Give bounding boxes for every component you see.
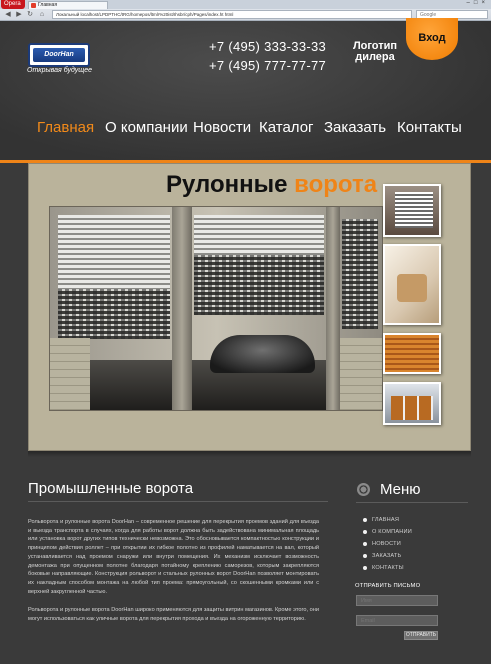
tab-bar [0,0,491,9]
banner [28,163,471,451]
address-field[interactable] [52,10,412,19]
name-field[interactable] [356,595,438,606]
content-paragraph-2: Рольворота и рулонные ворота DoorHan широко применяются для защиты витрин магазинов. Кроме этого, они могут использоваться как уличные ворота для перекрытия прохода и въезда на огороженную территорию. [28,607,319,622]
home-icon[interactable]: ⌂ [39,11,45,18]
nav-item-news[interactable]: Новости [193,119,252,136]
email-field[interactable] [356,615,438,626]
photo-pillar-2 [326,207,340,411]
content-paragraph-1: Рольворота и рулонные ворота DoorHan – современное решение для перекрытия проемов зданий для въезда и выезда транспорта в случаях, когда для работы ворот должна быть задействована минимальная площадь или установка ворот других типов технически невозможна. Это обосновывается компактностью конструкции и принципом действия роллет – при открытии их гибкое полотно из профилей наматывается на вал, который устанавливается над проемом снаружи или внутри помещения. Их механизм исключает возможность демонтажа при опущенном полотне благодаря потайному креплению саморезов, которым закрепляются боковые направляющие. Конструкция рольворот и стальных рулонных ворот DoorHan позволяет монтировать их накладным способом монтажа на любой тип проема: прямоугольный, со скошенными кромками или с верхней закругленной частью. [28,519,319,595]
photo-shutter-right-grid [342,219,378,329]
logo-text: DoorHan [33,48,85,62]
sidebar-item-contacts[interactable]: КОНТАКТЫ [372,565,404,571]
photo-shutter-center-solid [194,215,324,255]
photo-pillar-1 [172,207,192,411]
banner-thumb-garage-doors[interactable] [383,382,441,425]
nav-item-contacts[interactable]: Контакты [397,119,462,136]
send-button[interactable]: ОТПРАВИТЬ [405,632,437,638]
minimize-icon[interactable]: – [466,0,474,6]
sidebar-menu-header [356,480,468,500]
sidebar-item-about[interactable]: О КОМПАНИИ [372,529,412,535]
photo-brick-left [50,338,90,410]
phone-number-2: +7 (495) 777-77-77 [209,58,327,73]
contact-form-title: ОТПРАВИТЬ ПИСЬМО [355,583,421,589]
forward-icon[interactable]: ▶ [16,11,22,18]
maximize-icon[interactable]: □ [473,0,482,6]
sidebar-item-news[interactable]: НОВОСТИ [372,541,401,547]
window-controls[interactable] [467,0,489,6]
banner-title [166,171,377,199]
browser-tab[interactable] [28,1,108,9]
login-button[interactable]: Вход [406,18,458,60]
nav-item-order[interactable]: Заказать [324,119,387,136]
nav-item-home[interactable]: Главная [37,119,95,136]
address-text: localhost/LPDPTHC/tRG/homepos/ltmlr%20ist/Ihsbr/cph/Pages/index.ht html [80,12,234,17]
page-favicon-icon [31,3,36,8]
tab-title: Главная [38,2,58,8]
main-nav [37,119,477,139]
banner-shadow [28,451,471,457]
close-icon[interactable]: × [481,0,489,6]
sidebar-item-order[interactable]: ЗАКАЗАТЬ [372,553,402,559]
photo-shutter-center-grid [194,255,324,315]
browser-search-field[interactable]: Google [416,10,488,19]
photo-shutter-left-grid [58,289,170,339]
opera-menu-button[interactable]: Opera [1,0,25,9]
sidebar-divider [356,502,468,503]
sidebar-item-home[interactable]: ГЛАВНАЯ [372,517,400,523]
site-logo[interactable] [28,43,90,67]
site-header [0,21,491,162]
banner-thumb-interior[interactable] [383,244,441,325]
photo-shutter-left-solid [58,215,170,289]
content-divider [28,501,328,502]
banner-title-accent: ворота [294,171,378,198]
reload-icon[interactable]: ↻ [27,11,33,18]
banner-thumb-wood-shutter[interactable] [383,333,441,374]
banner-thumb-shutter[interactable] [383,184,441,237]
content-title: Промышленные ворота [28,480,194,497]
address-prefix: Локальный [56,12,80,17]
sidebar-menu-title: Меню [380,481,421,498]
dealer-logo: Логотип дилера [352,40,398,63]
photo-brick-right [340,338,383,410]
banner-title-dark: Рулонные [166,171,288,198]
logo-tagline: Открывая будущее [27,67,93,74]
phone-number-1: +7 (495) 333-33-33 [209,39,327,54]
menu-bullet-icon [357,483,370,496]
nav-item-catalog[interactable]: Каталог [259,119,314,136]
back-icon[interactable]: ◀ [5,11,11,18]
banner-main-photo [49,206,383,411]
photo-car [210,335,315,373]
nav-item-about[interactable]: О компании [105,119,188,136]
